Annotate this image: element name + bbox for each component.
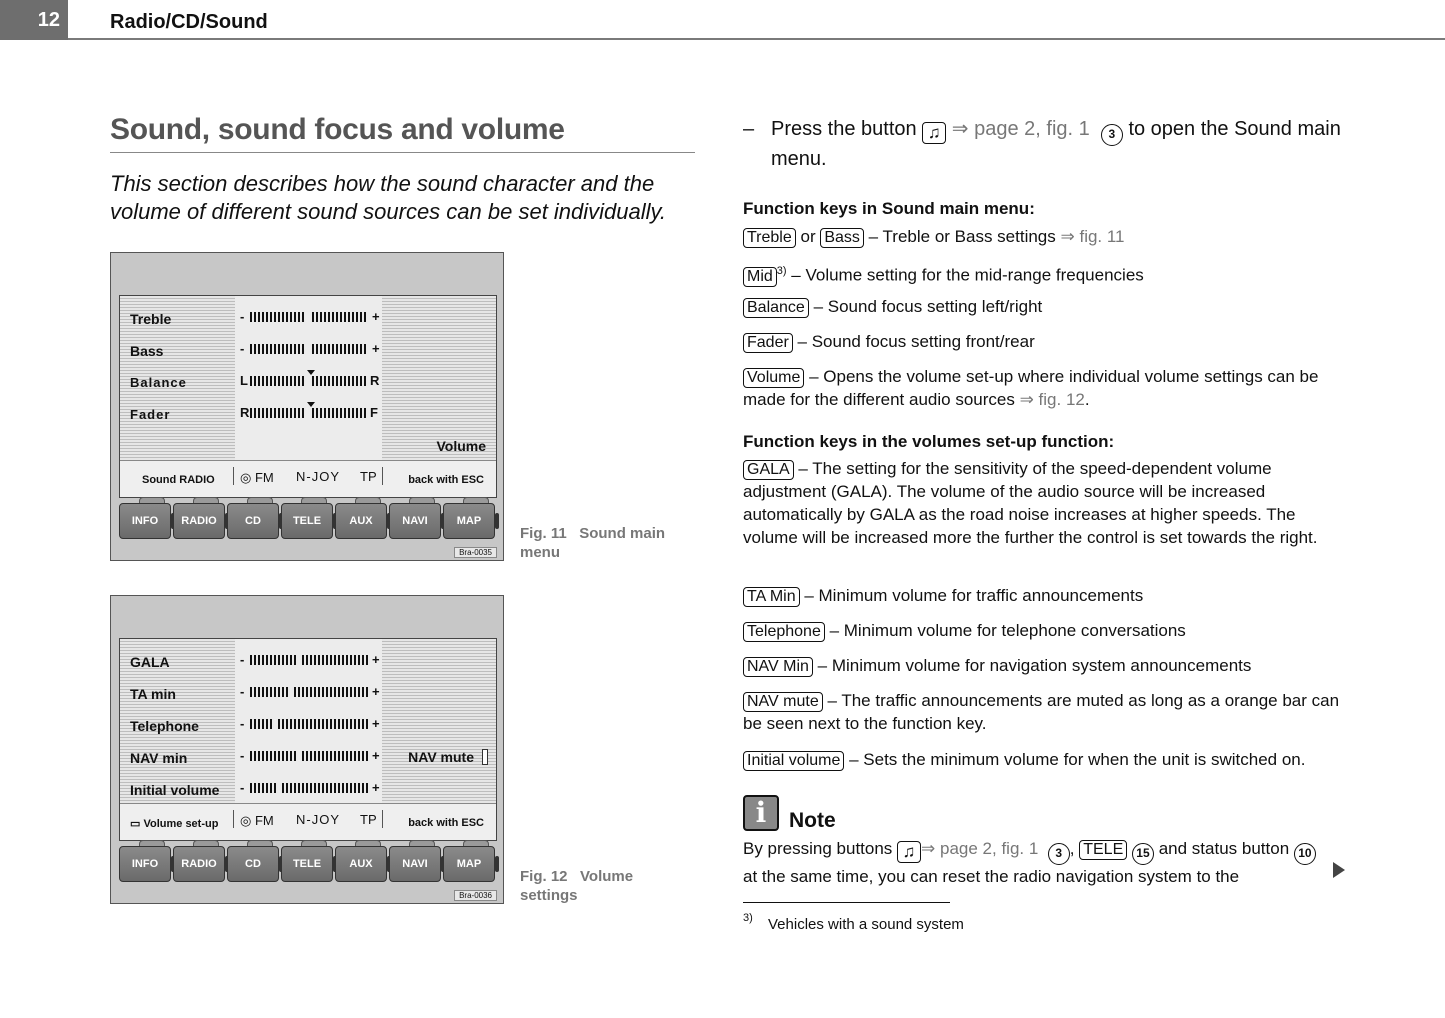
treble-key: Treble (743, 228, 796, 248)
fig12-label-navmin: NAV min (130, 750, 188, 766)
entry-gala: GALA – The setting for the sensitivity of the speed-dependent volume adjustment (GALA). The volume of the audio source will be increased automatically by GALA as the road noise increases at higher speeds. The volume will be increased more the further the control is set towards the right. (743, 459, 1318, 547)
volume-key: Volume (743, 368, 804, 388)
fig11-tab-navi: NAVI (389, 503, 441, 539)
entry-navmin: NAV Min – Minimum volume for navigation system announcements (743, 654, 1343, 677)
fig11-tab-tele: TELE (281, 503, 333, 539)
navmute-indicator (482, 749, 488, 765)
page-number: 12 (0, 0, 68, 40)
volume-setup-icon: ▭ (130, 818, 141, 830)
fig12-tab-info: INFO (119, 846, 171, 882)
fig12-navmute-label: NAV mute (408, 749, 474, 765)
fig12-label-gala: GALA (130, 654, 170, 670)
fig12-code: Bra-0036 (454, 890, 497, 901)
continue-arrow-icon (1333, 862, 1345, 878)
initial-volume-key: Initial volume (743, 751, 844, 771)
navmute-key: NAV mute (743, 692, 823, 712)
fig11-tab-map: MAP (443, 503, 495, 539)
fig11-code: Bra-0035 (454, 547, 497, 558)
fig11-tab-cd: CD (227, 503, 279, 539)
radio-wave-icon: ◎ FM (240, 813, 274, 828)
fig11-bass-slider: - + (240, 341, 380, 356)
tele-key: TELE (1079, 840, 1127, 860)
fig11-balance-slider: L R (240, 375, 380, 387)
fig12-screen (110, 595, 504, 904)
mid-key: Mid (743, 267, 777, 287)
entry-telephone: Telephone – Minimum volume for telephone conversations (743, 619, 1343, 642)
fig11-label-treble: Treble (130, 311, 172, 327)
fig12-gala-slider: - + (240, 652, 380, 667)
fig12-tab-bar (119, 846, 497, 882)
fig11-display (119, 295, 497, 498)
music-note-icon: ♫ (922, 122, 946, 144)
entry-initial-volume: Initial volume – Sets the minimum volume for when the unit is switched on. (743, 748, 1343, 771)
balance-key: Balance (743, 298, 809, 318)
entry-volume: Volume – Opens the volume set-up where individual volume settings can be made for the different audio sources ⇒ fig. 12. (743, 367, 1319, 409)
fig11-label-balance: Balance (130, 375, 187, 390)
fig11-tab-radio: RADIO (173, 503, 225, 539)
footnote-divider (743, 902, 950, 903)
gala-key: GALA (743, 460, 794, 480)
entry-balance: Balance – Sound focus setting left/right (743, 295, 1343, 318)
fig11-tab-aux: AUX (335, 503, 387, 539)
fig12-tab-cd: CD (227, 846, 279, 882)
fig12-tab-map: MAP (443, 846, 495, 882)
entry-mid: Mid $^{3)}$ – Volume setting for the mid-range frequencies (743, 260, 1343, 287)
entry-navmute: NAV mute – The traffic announcements are muted as long as a orange bar can be seen next to the function key. (743, 691, 1340, 733)
fig12-tab-tele: TELE (281, 846, 333, 882)
music-note-icon: ♫ (897, 841, 921, 863)
fig12-label-telephone: Telephone (130, 718, 199, 734)
fig12-caption: Fig. 12 Volume settings (520, 868, 634, 904)
callout-3: 3 (1101, 124, 1123, 146)
volume-menu-heading: Function keys in the volumes set-up function: (743, 432, 1115, 451)
entry-tamin: TA Min – Minimum volume for traffic announcements (743, 584, 1343, 607)
fig11-label-bass: Bass (130, 343, 164, 359)
fig11-status-bar: Sound RADIO ◎ FM N-JOY TP back with ESC (120, 460, 496, 497)
fig11-volume-label: Volume (436, 438, 486, 454)
info-note-icon: i (743, 795, 779, 831)
fader-key: Fader (743, 333, 793, 353)
navmin-key: NAV Min (743, 657, 813, 677)
fig12-display (119, 638, 497, 841)
fig12-tab-navi: NAVI (389, 846, 441, 882)
telephone-key: Telephone (743, 622, 825, 642)
fig11-fader-slider: R F (240, 407, 380, 419)
chapter-title: Radio/CD/Sound (110, 11, 268, 33)
callout-15: 15 (1132, 843, 1154, 865)
note-text: By pressing buttons ♫ ⇒ page 2, fig. 1 3 , TELE 15 and status button 10 at the same time, you can reset the radio navigation system to the (743, 837, 1328, 888)
fig12-telephone-slider: - + (240, 716, 380, 731)
fig12-label-initial: Initial volume (130, 782, 220, 798)
fig11-caption: Fig. 11 Sound main menu (520, 525, 666, 561)
tamin-key: TA Min (743, 587, 800, 607)
fig12-tab-radio: RADIO (173, 846, 225, 882)
fig12-initial-slider: - + (240, 780, 380, 795)
bass-key: Bass (820, 228, 864, 248)
fig11-tab-bar (119, 503, 497, 539)
fig11-treble-slider: - + (240, 309, 380, 324)
fig12-navmin-slider: - + (240, 748, 380, 763)
fig11-label-fader: Fader (130, 407, 171, 422)
radio-wave-icon: ◎ FM (240, 470, 274, 485)
section-title: Sound, sound focus and volume (110, 113, 565, 146)
entry-fader: Fader – Sound focus setting front/rear (743, 330, 1343, 353)
callout-10: 10 (1294, 843, 1316, 865)
title-divider (110, 152, 695, 153)
note-title: Note (789, 809, 836, 832)
section-intro: This section describes how the sound character and the volume of different sound sources can be set individually. (110, 171, 667, 224)
sound-menu-heading: Function keys in Sound main menu: (743, 199, 1035, 218)
callout-3: 3 (1048, 843, 1070, 865)
entry-treble-bass: Treble or Bass – Treble or Bass settings ⇒ fig. 11 (743, 225, 1343, 248)
fig12-status-bar: ▭ Volume set-up ◎ FM N-JOY TP back with ESC (120, 803, 496, 840)
page-header (0, 0, 1445, 40)
fig12-tab-aux: AUX (335, 846, 387, 882)
fig12-tamin-slider: - + (240, 684, 380, 699)
fig11-tab-info: INFO (119, 503, 171, 539)
fig11-screen (110, 252, 504, 561)
fig12-label-tamin: TA min (130, 686, 176, 702)
